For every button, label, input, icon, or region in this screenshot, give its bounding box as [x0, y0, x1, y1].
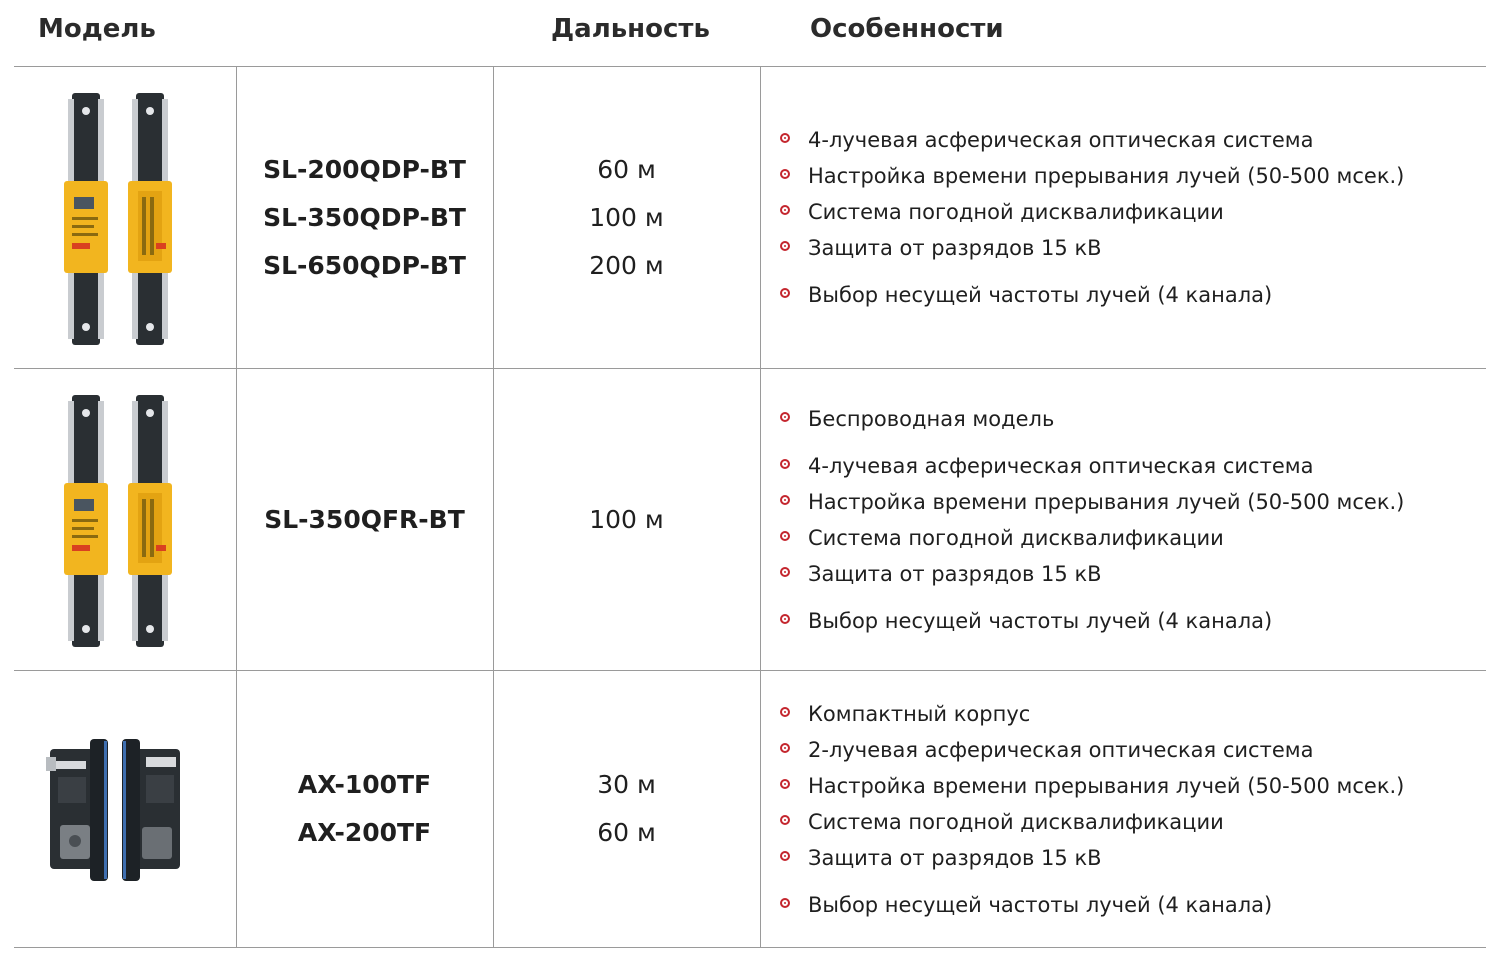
model-name: SL-200QDP-BT — [263, 154, 466, 184]
bullet-icon — [780, 459, 790, 469]
feature-list — [760, 696, 1486, 923]
sensor-left — [64, 93, 108, 345]
sensor-right — [122, 739, 180, 881]
feature-item: Система погодной дисквалификации — [808, 804, 1486, 840]
yellow-beam-sensor-pair-image — [58, 93, 174, 345]
feature-item: Настройка времени прерывания лучей (50-500 мсек.) — [808, 768, 1486, 804]
bullet-icon — [780, 412, 790, 422]
features-cell — [760, 67, 1486, 368]
bullet-icon — [780, 743, 790, 753]
range-cell — [493, 671, 760, 947]
header-range: Дальность — [551, 14, 710, 44]
model-name: AX-200TF — [297, 818, 432, 847]
range-cell — [493, 369, 760, 670]
header-features: Особенности — [810, 14, 1004, 44]
bullet-icon — [780, 531, 790, 541]
bullet-icon — [780, 288, 790, 298]
feature-item: 4-лучевая асферическая оптическая система — [808, 448, 1486, 484]
model-name: AX-100TF — [297, 770, 432, 799]
features-cell — [760, 671, 1486, 947]
range-value: 60 м — [597, 154, 656, 184]
feature-item: 4-лучевая асферическая оптическая система — [808, 122, 1486, 158]
model-cell — [236, 67, 493, 368]
compact-black-sensor-pair-image — [46, 735, 184, 885]
feature-item: Беспроводная модель — [808, 401, 1486, 437]
feature-list — [760, 401, 1486, 639]
features-cell — [760, 369, 1486, 670]
model-name: SL-350QDP-BT — [263, 202, 466, 232]
feature-item: Система погодной дисквалификации — [808, 194, 1486, 230]
bullet-icon — [780, 851, 790, 861]
bullet-icon — [780, 205, 790, 215]
range-value: 100 м — [589, 202, 664, 232]
product-image-cell — [14, 671, 236, 947]
model-name: SL-350QFR-BT — [264, 504, 465, 534]
model-name: SL-650QDP-BT — [263, 250, 466, 280]
table-row — [14, 671, 1486, 947]
bullet-icon — [780, 169, 790, 179]
bullet-icon — [780, 707, 790, 717]
feature-item: Компактный корпус — [808, 696, 1486, 732]
product-image-cell — [14, 67, 236, 368]
sensor-right — [128, 395, 172, 647]
bullet-icon — [780, 779, 790, 789]
table-row — [14, 67, 1486, 368]
bullet-icon — [780, 567, 790, 577]
feature-item: Настройка времени прерывания лучей (50-500 мсек.) — [808, 484, 1486, 520]
table-divider — [14, 947, 1486, 948]
bullet-icon — [780, 614, 790, 624]
model-cell — [236, 369, 493, 670]
bullet-icon — [780, 241, 790, 251]
bullet-icon — [780, 133, 790, 143]
sensor-left — [64, 395, 108, 647]
product-image-cell — [14, 369, 236, 670]
feature-item: Выбор несущей частоты лучей (4 канала) — [808, 887, 1486, 923]
range-value: 30 м — [597, 770, 656, 799]
model-cell — [236, 671, 493, 947]
feature-item: Настройка времени прерывания лучей (50-500 мсек.) — [808, 158, 1486, 194]
range-value: 100 м — [589, 504, 664, 534]
sensor-left — [46, 739, 108, 881]
header-model: Модель — [38, 14, 156, 44]
range-value: 200 м — [589, 250, 664, 280]
bullet-icon — [780, 495, 790, 505]
feature-item: Выбор несущей частоты лучей (4 канала) — [808, 603, 1486, 639]
feature-item: Выбор несущей частоты лучей (4 канала) — [808, 277, 1486, 313]
table-row — [14, 369, 1486, 670]
sensor-right — [128, 93, 172, 345]
feature-item: Система погодной дисквалификации — [808, 520, 1486, 556]
range-cell — [493, 67, 760, 368]
yellow-beam-sensor-pair-image — [58, 395, 174, 647]
bullet-icon — [780, 898, 790, 908]
range-value: 60 м — [597, 818, 656, 847]
feature-list — [760, 122, 1486, 313]
feature-item: Защита от разрядов 15 кВ — [808, 556, 1486, 592]
feature-item: 2-лучевая асферическая оптическая система — [808, 732, 1486, 768]
feature-item: Защита от разрядов 15 кВ — [808, 840, 1486, 876]
feature-item: Защита от разрядов 15 кВ — [808, 230, 1486, 266]
bullet-icon — [780, 815, 790, 825]
